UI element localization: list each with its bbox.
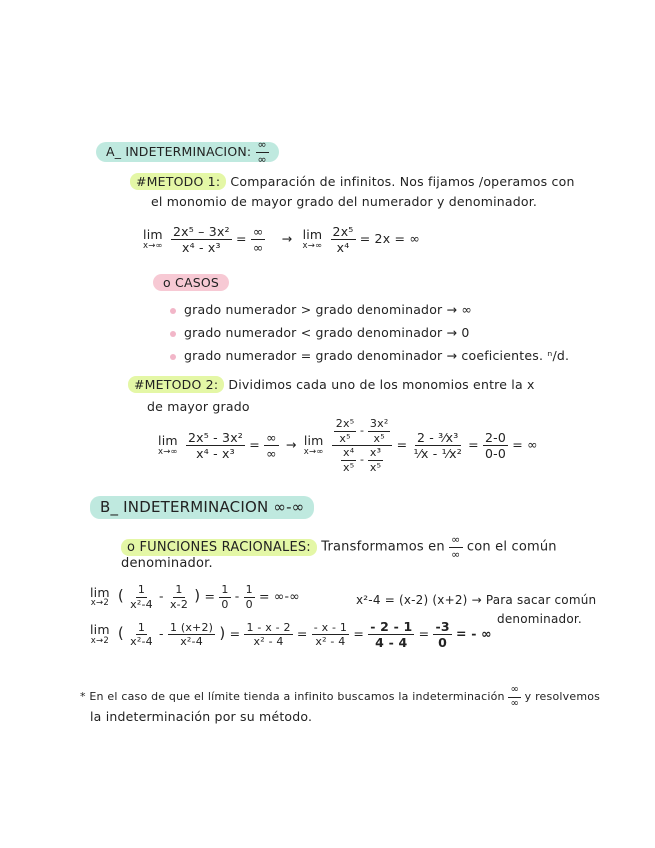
fraction: $\frac{1}{\text{x²-4}}$: [130, 620, 153, 649]
limit-symbol: lim x→∞: [143, 227, 163, 251]
fraction: $\frac{\text{2x⁵}}{\text{x⁴}}$: [332, 224, 354, 256]
fraction: $\frac{\text{2 - ³⁄x³}}{\text{¹⁄x - ¹⁄x²}}$: [413, 429, 462, 462]
fraction: $\frac{-3}{0}$: [435, 619, 450, 651]
funciones-line2: denominador.: [121, 556, 213, 571]
caso-item: grado numerador < grado denominador → 0: [170, 325, 470, 340]
equals-sign: =: [296, 626, 308, 642]
caso-item: grado numerador > grado denominador → ∞: [170, 302, 472, 317]
limit-symbol: lim x→∞: [303, 433, 324, 457]
equals-sign: =: [353, 626, 364, 642]
limit-symbol: lim x→∞: [158, 433, 178, 457]
fraction: $\frac{1}{\text{x²-4}}$: [130, 583, 153, 611]
fraction: $\frac{1}{0}$: [245, 583, 253, 611]
equation-a2: [158, 418, 538, 473]
metodo2-line2: de mayor grado: [147, 399, 250, 414]
equation-b2: lim x→2 ( $\frac{1}{\text{x²-4}}$ - $\frac{1 (x+2)}{\text{x²-4}}$ ) = $\frac{1 - x - 2}{\text{x² - 4}}$ = $\frac{- x - 1}{\text{x² - 4}}$ = $\frac{- 2 - 1}{4 - 4}$ = $\frac{-3}{0}$ = - ∞: [90, 619, 492, 651]
limit-symbol: lim x→∞: [302, 227, 323, 251]
metodo1-line1: [130, 174, 575, 189]
casos-label: o CASOS: [153, 275, 229, 290]
fraction: $\frac{1 - x - 2}{\text{x² - 4}}$: [246, 620, 291, 649]
fraction: $\frac{2-0}{0-0}$: [485, 429, 507, 462]
limit-symbol: lim x→2: [90, 622, 110, 646]
fraction: $\frac{1}{x-2}$: [169, 583, 189, 611]
equals-sign: =: [249, 437, 260, 453]
arrow-icon: →: [281, 231, 293, 247]
equation-b1: lim x→2 ( $\frac{1}{\text{x²-4}}$ - $\frac{1}{x-2}$ ) = $\frac{1}{0}$ - $\frac{1}{0}$ = ∞-∞: [90, 583, 300, 611]
equals-sign: =: [468, 437, 479, 453]
section-b-title: B_ INDETERMINACION ∞-∞: [90, 498, 314, 516]
section-a-title-text: A_ INDETERMINACION:: [106, 143, 252, 159]
metodo2-line1: [128, 377, 535, 392]
limit-symbol: lim x→2: [90, 584, 110, 609]
equals-sign: =: [418, 626, 430, 642]
fraction: $\frac{- 2 - 1}{4 - 4}$: [370, 619, 413, 651]
equals-sign: =: [204, 588, 216, 604]
fraction: $\frac{\text{2x⁵ - 3x²}}{\text{x⁴ - x³}}$: [188, 429, 244, 462]
section-a-title-fraction: $\frac{\infty}{\infty}$: [257, 138, 267, 166]
equals-sign: =: [396, 437, 408, 453]
metodo2-text1: Dividimos cada uno de los monomios entre la x: [228, 377, 535, 392]
fraction: $\frac{1}{0}$: [221, 583, 229, 611]
factor-note-2: denominador.: [497, 612, 582, 626]
metodo1-label: #METODO 1:: [130, 173, 226, 190]
bullet-icon: [170, 331, 176, 337]
funciones-label: o FUNCIONES RACIONALES:: [121, 539, 317, 556]
fraction: $\frac{\infty}{\infty}$: [510, 684, 519, 709]
note-line1: * En el caso de que el límite tienda a infinito buscamos la indeterminación $\frac{\infty}{\infty}$ y resolvemos: [80, 684, 601, 709]
note-line2: la indeterminación por su método.: [90, 709, 313, 724]
fraction: $\frac{1 (x+2)}{\text{x²-4}}$: [169, 620, 214, 649]
bullet-icon: [170, 354, 176, 360]
section-a-title: [96, 139, 279, 165]
equation-tail: = 2x = ∞: [359, 231, 420, 247]
fraction: $\frac{\infty}{\infty}$: [252, 224, 264, 256]
equals-sign: =: [235, 231, 247, 247]
fraction: $\frac{\infty}{\infty}$: [266, 429, 277, 462]
compound-fraction: $\frac{\text{2x⁵}}{\text{x⁵}}$ - $\frac{\text{3x²}}{\text{x⁵}}$ $\frac{\text{x⁴}}{\text{x⁵}}$ - $\frac{\text{x³}}{\text{x⁵}}$: [332, 418, 393, 473]
equation-tail: = ∞: [512, 437, 538, 453]
fraction: $\frac{\infty}{\infty}$: [451, 533, 461, 561]
bullet-icon: [170, 308, 176, 314]
arrow-icon: →: [285, 437, 297, 453]
equation-tail: = - ∞: [455, 626, 492, 642]
equation-a1: [143, 225, 420, 254]
factor-note: x²-4 = (x-2) (x+2) → Para sacar común: [356, 593, 597, 607]
equals-sign: =: [229, 626, 241, 642]
metodo2-label: #METODO 2:: [128, 376, 224, 393]
metodo1-text1: Comparación de infinitos. Nos fijamos /operamos con: [230, 174, 575, 189]
metodo1-line2: el monomio de mayor grado del numerador y denominador.: [151, 194, 538, 209]
caso-item: grado numerador = grado denominador → coeficientes. ⁿ/d.: [170, 348, 569, 363]
equation-tail: = ∞-∞: [259, 588, 300, 604]
fraction: $\frac{- x - 1}{\text{x² - 4}}$: [313, 620, 348, 649]
funciones-line1: o FUNCIONES RACIONALES: Transformamos en $\frac{\infty}{\infty}$ con el común: [121, 534, 557, 560]
fraction: $\frac{\text{2x⁵ – 3x²}}{\text{x⁴ - x³}}$: [173, 224, 230, 256]
